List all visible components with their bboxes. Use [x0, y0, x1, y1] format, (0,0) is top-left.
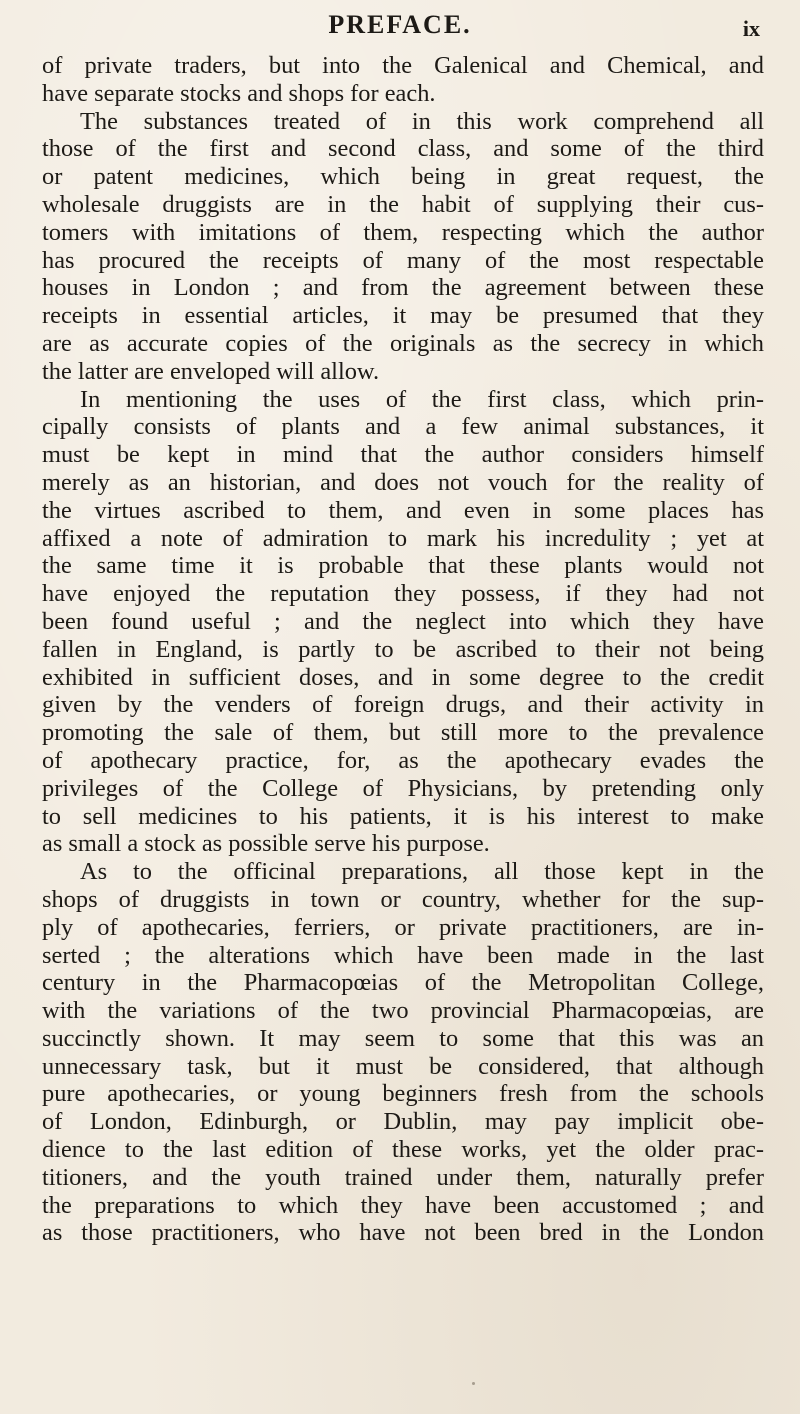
text-line: houses in London ; and from the agreement between these — [42, 274, 764, 302]
text-line: or patent medicines, which being in great request, the — [42, 163, 764, 191]
text-line: dience to the last edition of these works, yet the older prac- — [42, 1136, 764, 1164]
text-line: affixed a note of admiration to mark his incredulity ; yet at — [42, 524, 764, 552]
text-line: privileges of the College of Physicians, by pretending only — [42, 774, 764, 802]
text-line: the preparations to which they have been accustomed ; and — [42, 1191, 764, 1219]
text-line: have enjoyed the reputation they possess, if they had not — [42, 580, 764, 608]
text-line: those of the first and second class, and some of the third — [42, 135, 764, 163]
text-line: as those practitioners, who have not been bred in the London — [42, 1219, 764, 1247]
text-line: exhibited in sufficient doses, and in some degree to the credit — [42, 663, 764, 691]
text-line: the latter are enveloped will allow. — [42, 357, 380, 385]
text-line: have separate stocks and shops for each. — [42, 79, 436, 107]
text-line: are as accurate copies of the originals as the secrecy in which — [42, 329, 764, 357]
text-line: tomers with imitations of them, respecting which the author — [42, 218, 764, 246]
text-line: century in the Pharmacopœias of the Metropolitan College, — [42, 969, 764, 997]
text-line: of private traders, but into the Galenical and Chemical, and — [42, 52, 764, 79]
text-line: given by the venders of foreign drugs, and their activity in — [42, 691, 764, 719]
text-line: with the variations of the two provincial Pharmacopœias, are — [42, 997, 764, 1025]
text-line: unnecessary task, but it must be considered, that although — [42, 1052, 764, 1080]
text-line: must be kept in mind that the author considers himself — [42, 441, 764, 469]
text-line: pure apothecaries, or young beginners fresh from the schools — [42, 1080, 764, 1108]
text-line: promoting the sale of them, but still more to the prevalence — [42, 719, 764, 747]
page-header — [0, 6, 800, 50]
text-line: wholesale druggists are in the habit of supplying their cus- — [42, 190, 764, 218]
body-text — [42, 52, 764, 1247]
text-line: to sell medicines to his patients, it is his interest to make — [42, 802, 764, 830]
text-line: has procured the receipts of many of the most respectable — [42, 246, 764, 274]
text-line: ply of apothecaries, ferriers, or private practitioners, are in- — [42, 913, 764, 941]
text-line: the virtues ascribed to them, and even in some places has — [42, 496, 764, 524]
text-line: the same time it is probable that these plants would not — [42, 552, 764, 580]
text-line: as small a stock as possible serve his purpose. — [42, 830, 490, 858]
text-line: been found useful ; and the neglect into which they have — [42, 607, 764, 635]
text-line: fallen in England, is partly to be ascribed to their not being — [42, 635, 764, 663]
text-line: shops of druggists in town or country, whether for the sup- — [42, 885, 764, 913]
text-line: In mentioning the uses of the first class, which prin- — [80, 385, 764, 413]
running-title: PREFACE. — [328, 10, 472, 39]
text-line: As to the officinal preparations, all those kept in the — [80, 858, 764, 886]
text-line: merely as an historian, and does not vouch for the reality of — [42, 468, 764, 496]
page-number: ix — [742, 16, 760, 41]
text-line: serted ; the alterations which have been made in the last — [42, 941, 764, 969]
text-line: cipally consists of plants and a few animal substances, it — [42, 413, 764, 441]
text-line: succinctly shown. It may seem to some that this was an — [42, 1024, 764, 1052]
text-line: receipts in essential articles, it may be presumed that they — [42, 302, 764, 330]
text-line: titioners, and the youth trained under them, naturally prefer — [42, 1163, 764, 1191]
text-line: The substances treated of in this work comprehend all — [80, 107, 764, 135]
text-line: of London, Edinburgh, or Dublin, may pay implicit obe- — [42, 1108, 764, 1136]
paper-speck — [472, 1382, 475, 1385]
text-line: of apothecary practice, for, as the apothecary evades the — [42, 746, 764, 774]
